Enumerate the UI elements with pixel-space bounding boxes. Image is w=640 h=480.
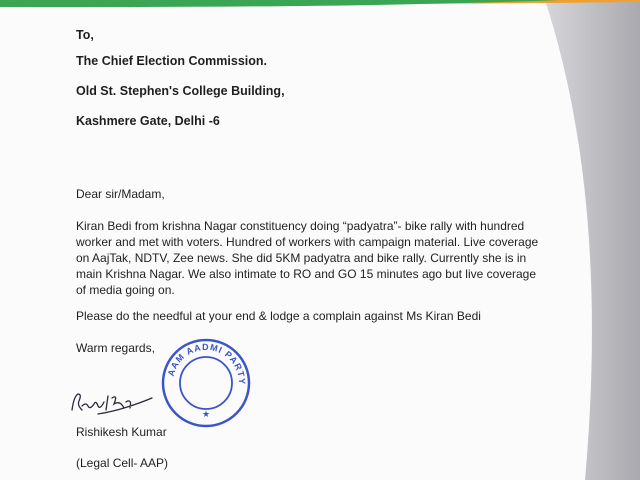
para-line: on AajTak, NDTV, Zee news. She did 5KM padyatra and bike rally. Currently she is in (76, 251, 527, 265)
salutation: Dear sir/Madam, (76, 187, 165, 201)
seal-inner-ring (180, 357, 232, 409)
handwritten-signature (68, 388, 160, 418)
seal-text: AAM AADMI PARTY (165, 341, 248, 386)
para-line: main Krishna Nagar. We also intimate to RO and GO 15 minutes ago but live coverage (76, 267, 537, 281)
recipient-line: The Chief Election Commission. (76, 54, 267, 68)
party-seal-stamp (160, 337, 252, 429)
signer-department: (Legal Cell- AAP) (76, 456, 169, 470)
para-line: Kiran Bedi from krishna Nagar constituency doing “padyatra”- bike rally with hundred (76, 219, 525, 233)
to-line: To, (76, 28, 94, 42)
signer-name: Rishikesh Kumar (76, 425, 167, 439)
para-line: of media going on. (76, 283, 175, 297)
letterhead-color-band (0, 0, 640, 10)
body-paragraph-2: Please do the needful at your end & lodge a complain against Ms Kiran Bedi (76, 309, 481, 323)
closing-line: Warm regards, (76, 341, 155, 355)
svg-text:AAM AADMI PARTY (166, 342, 247, 385)
para-line: worker and met with voters. Hundred of workers with campaign material. Live coverage (76, 235, 539, 249)
star-icon: ★ (201, 409, 211, 419)
address-line-1: Old St. Stephen's College Building, (76, 84, 285, 98)
body-paragraph-1 (76, 218, 576, 298)
address-line-2: Kashmere Gate, Delhi -6 (76, 114, 220, 128)
